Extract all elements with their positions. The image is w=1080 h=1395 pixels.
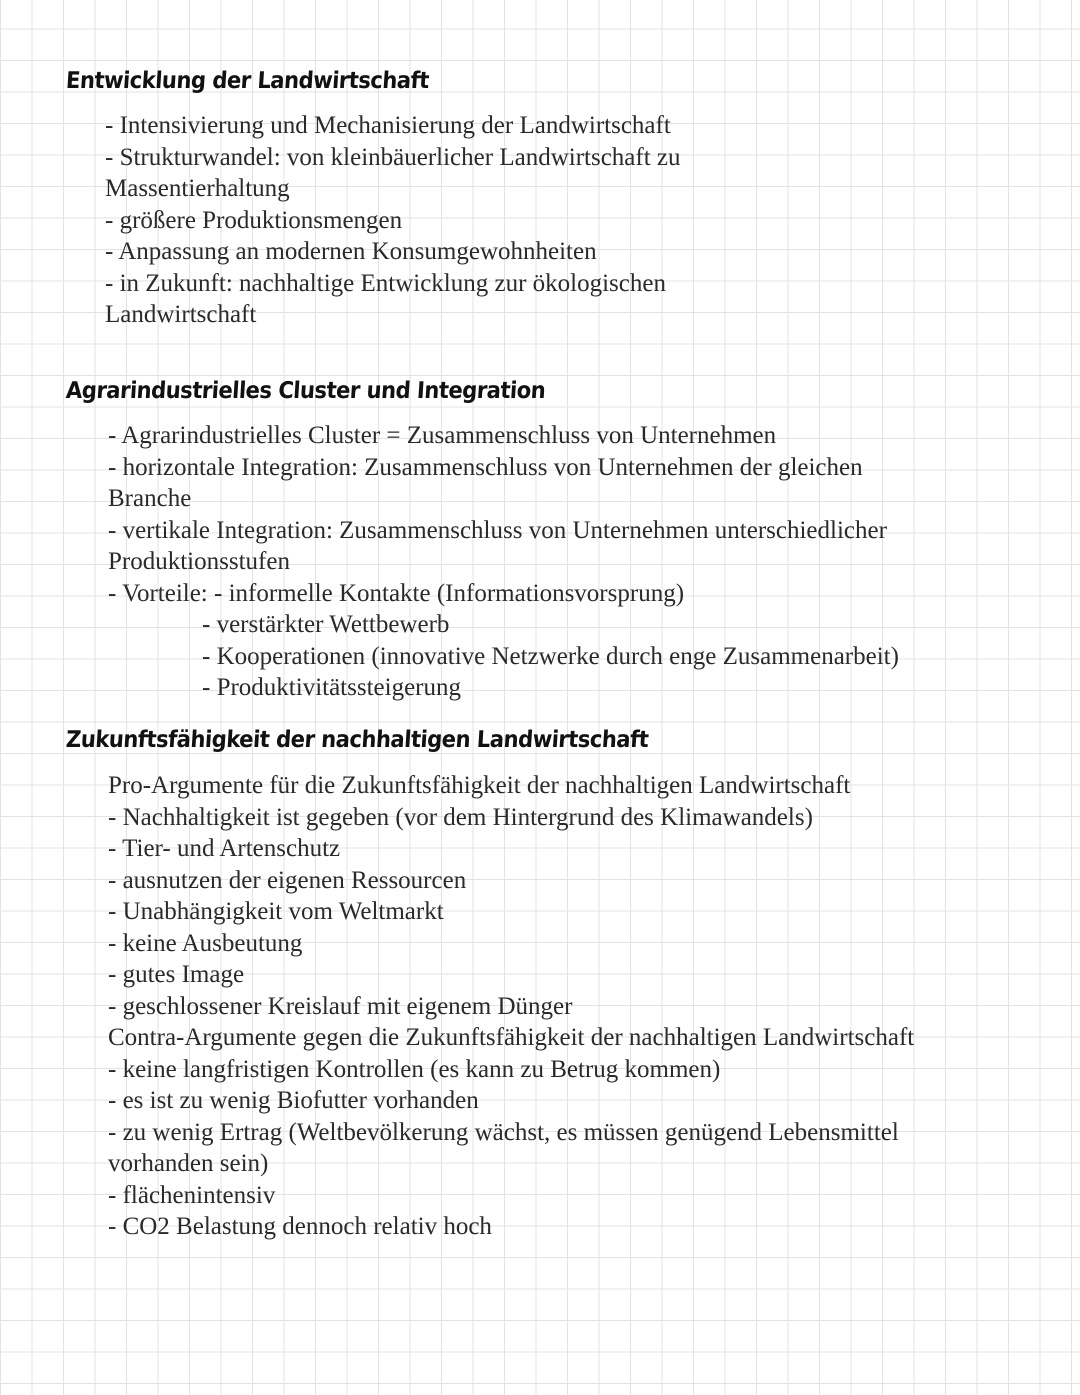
heading-zukunftsfaehigkeit: Zukunftsfähigkeit der nachhaltigen Landwirtschaft [65,727,650,753]
section-entwicklung-body [105,110,681,331]
text-line: - es ist zu wenig Biofutter vorhanden [108,1087,479,1114]
text-line: - in Zukunft: nachhaltige Entwicklung zur ökologischen [105,269,666,297]
text-line: - Intensivierung und Mechanisierung der Landwirtschaft [105,112,671,139]
text-line: - vertikale Integration: Zusammenschluss von Unternehmen unterschiedlicher [108,516,887,544]
text-line: - größere Produktionsmengen [105,206,403,234]
text-line: - flächenintensiv [108,1181,276,1209]
text-line: - zu wenig Ertrag (Weltbevölkerung wächst, es müssen genügend Lebensmittel [108,1118,899,1146]
text-line: - keine langfristigen Kontrollen (es kann zu Betrug kommen) [108,1055,721,1083]
text-subline: - verstärkter Wettbewerb [202,611,450,638]
text-line: - horizontale Integration: Zusammenschluss von Unternehmen der gleichen [108,453,863,481]
text-line: Produktionsstufen [108,548,290,575]
text-line: vorhanden sein) [108,1150,269,1177]
text-line: - Tier- und Artenschutz [108,835,341,862]
heading-entwicklung: Entwicklung der Landwirtschaft [65,68,430,94]
text-line: - ausnutzen der eigenen Ressourcen [108,866,467,894]
text-line: Branche [108,485,192,512]
text-line: - Anpassung an modernen Konsumgewohnheiten [105,238,597,265]
text-line: - Strukturwandel: von kleinbäuerlicher Landwirtschaft zu [105,143,681,171]
text-line: - CO2 Belastung dennoch relativ hoch [108,1213,492,1240]
text-line: Pro-Argumente für die Zukunftsfähigkeit der nachhaltigen Landwirtschaft [108,772,851,799]
text-line: Massentierhaltung [105,175,290,202]
text-line: Contra-Argumente gegen die Zukunftsfähigkeit der nachhaltigen Landwirtschaft [108,1024,915,1051]
text-line: Landwirtschaft [105,301,257,328]
text-line: - Agrarindustrielles Cluster = Zusammenschluss von Unternehmen [108,422,777,449]
text-subline: - Produktivitätssteigerung [202,674,461,701]
text-subline: - Kooperationen (innovative Netzwerke durch enge Zusammenarbeit) [202,642,899,670]
text-line: - geschlossener Kreislauf mit eigenem Dünger [108,992,573,1020]
text-line: - Nachhaltigkeit ist gegeben (vor dem Hintergrund des Klimawandels) [108,803,813,831]
text-line: - Vorteile: - informelle Kontakte (Informationsvorsprung) [108,579,685,607]
text-line: - Unabhängigkeit vom Weltmarkt [108,898,444,925]
text-line: - keine Ausbeutung [108,929,303,957]
section-cluster-body [108,420,899,704]
text-line: - gutes Image [108,961,245,988]
heading-cluster-integration: Agrarindustrielles Cluster und Integration [65,378,547,404]
section-zukunft-body [108,770,914,1243]
